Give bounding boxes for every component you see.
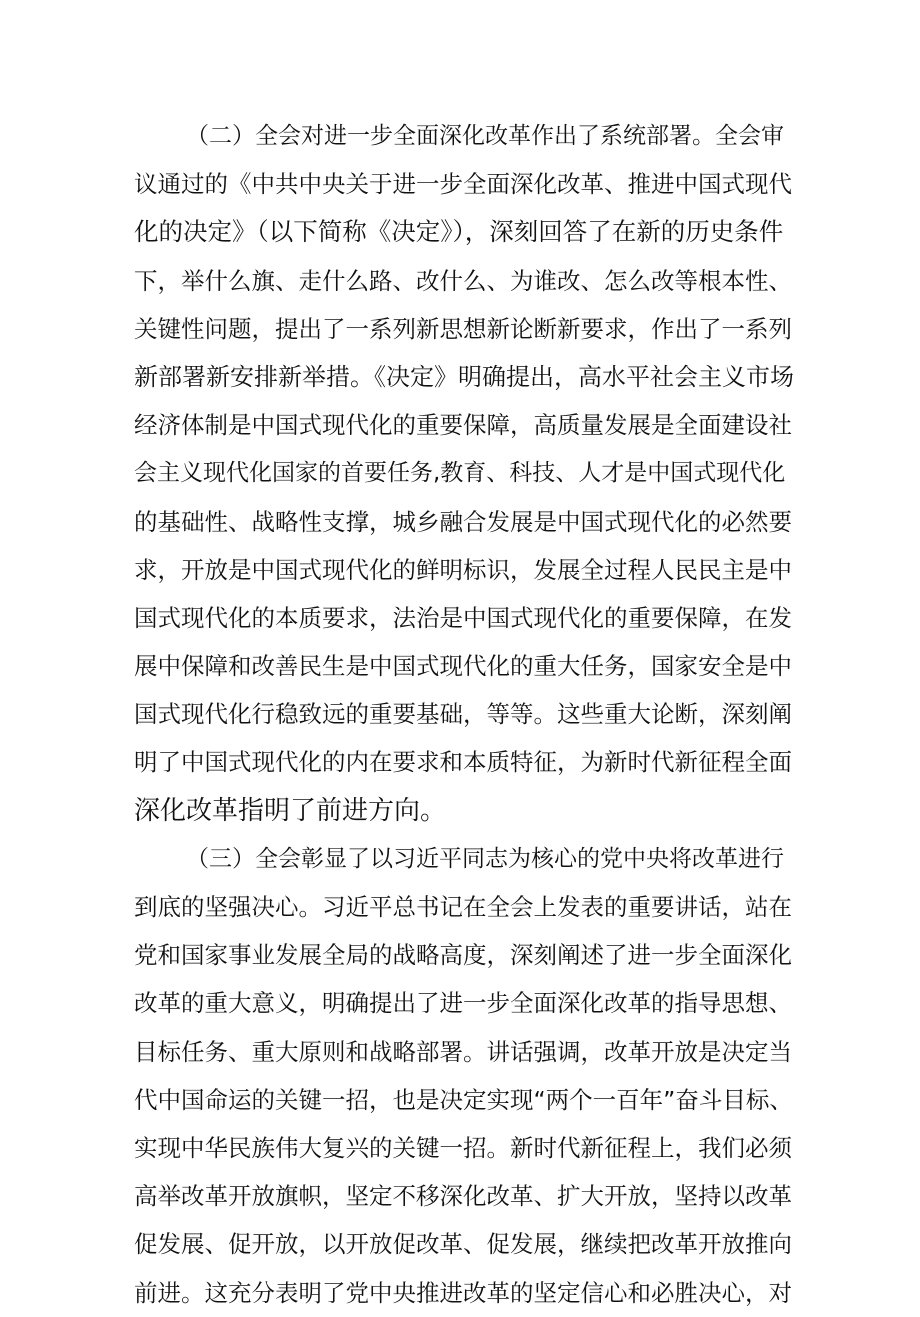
paragraph-2-line-15: 深化改革指明了前进方向。 [134, 795, 447, 826]
paragraph-2-line-7: 经济体制是中国式现代化的重要保障，高质量发展是全面建设社 [134, 411, 792, 440]
paragraph-2-line-2: 议通过的《中共中央关于进一步全面深化改革、推进中国式现代 [134, 170, 792, 199]
paragraph-3-line-9: 促发展、促开放，以开放促改革、促发展，继续把改革开放推向 [134, 1230, 792, 1259]
paragraph-2-line-12: 展中保障和改善民生是中国式现代化的重大任务，国家安全是中 [134, 652, 792, 681]
paragraph-3-line-10: 前进。这充分表明了党中央推进改革的坚定信心和必胜决心，对 [134, 1278, 792, 1307]
paragraph-3-line-2: 到底的坚强决心。习近平总书记在全会上发表的重要讲话，站在 [134, 893, 792, 921]
paragraph-3-line-1: （三）全会彰显了以习近平同志为核心的党中央将改革进行 [186, 845, 784, 872]
paragraph-2-line-1: （二）全会对进一步全面深化改革作出了系统部署。全会审 [186, 123, 784, 149]
paragraph-2-line-3: 化的决定》（以下简称《决定》），深刻回答了在新的历史条件 [134, 217, 784, 247]
paragraph-2-line-9: 的基础性、战略性支撑，城乡融合发展是中国式现代化的必然要 [134, 507, 792, 536]
paragraph-2-line-11: 国式现代化的本质要求，法治是中国式现代化的重要保障，在发 [134, 603, 792, 632]
paragraph-2-line-13: 国式现代化行稳致远的重要基础，等等。这些重大论断，深刻阐 [134, 700, 792, 729]
paragraph-2-line-5: 关键性问题，提出了一系列新思想新论断新要求，作出了一系列 [134, 314, 792, 343]
paragraph-2-line-14: 明了中国式现代化的内在要求和本质特征，为新时代新征程全面 [134, 748, 792, 777]
paragraph-3-line-8: 高举改革开放旗帜，坚定不移深化改革、扩大开放，坚持以改革 [134, 1182, 792, 1211]
paragraph-3-line-4: 改革的重大意义，明确提出了进一步全面深化改革的指导思想、 [134, 989, 792, 1018]
paragraph-2-line-10: 求，开放是中国式现代化的鲜明标识，发展全过程人民民主是中 [134, 555, 792, 584]
paragraph-3-line-3: 党和国家事业发展全局的战略高度，深刻阐述了进一步全面深化 [134, 941, 792, 970]
paragraph-3-line-6: 代中国命运的关键一招，也是决定实现“两个一百年”奋斗目标、 [134, 1085, 793, 1114]
paragraph-3-line-7: 实现中华民族伟大复兴的关键一招。新时代新征程上，我们必须 [134, 1133, 792, 1162]
paragraph-3-line-5: 目标任务、重大原则和战略部署。讲话强调，改革开放是决定当 [134, 1037, 792, 1066]
paragraph-2-line-8: 会主义现代化国家的首要任务,教育、科技、人才是中国式现代化 [134, 460, 786, 487]
paragraph-2-line-4: 下，举什么旗、走什么路、改什么、为谁改、怎么改等根本性、 [134, 266, 792, 295]
body-text [134, 112, 794, 1317]
paragraph-2-line-6: 新部署新安排新举措。《决定》明确提出，高水平社会主义市场 [134, 362, 794, 391]
